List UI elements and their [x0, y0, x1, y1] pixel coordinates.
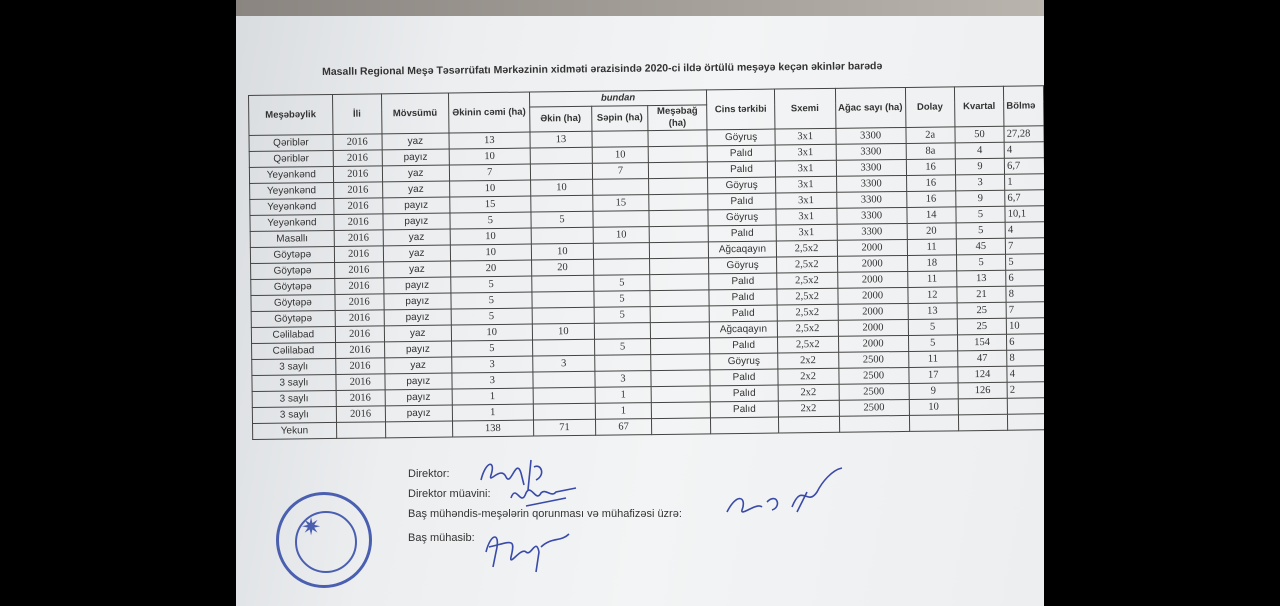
cell-ekin — [531, 275, 594, 292]
cell-sepin: 15 — [593, 195, 649, 212]
cell-bag — [650, 306, 710, 323]
cell-il: 2016 — [333, 182, 382, 199]
cell-sx: 3x1 — [775, 176, 836, 193]
cell-bol: 2 — [1007, 382, 1044, 398]
cell-sepin: 5 — [594, 275, 650, 292]
cell-sepin — [594, 259, 650, 276]
cell-bag — [650, 290, 710, 307]
total-cell-cins — [711, 417, 779, 434]
total-cell-cem: 138 — [452, 420, 533, 437]
cell-dol: 10 — [909, 399, 958, 416]
cell-bol: 10 — [1006, 318, 1044, 334]
cell-kv: 5 — [956, 206, 1006, 223]
cell-bag — [649, 226, 709, 243]
cell-sepin: 10 — [592, 147, 648, 164]
header-sepin: Səpin (ha) — [592, 106, 648, 132]
document-paper — [236, 0, 1044, 606]
cell-kv: 5 — [956, 254, 1006, 271]
cell-kv: 25 — [957, 318, 1007, 335]
cell-dol: 11 — [907, 271, 956, 288]
cell-cins: Palıd — [710, 385, 778, 402]
cell-cem: 20 — [450, 260, 531, 277]
cell-dol: 17 — [908, 367, 957, 384]
total-cell-agac — [839, 415, 909, 432]
cell-bol: 6,7 — [1005, 158, 1044, 174]
cell-cins: Göyruş — [708, 177, 776, 194]
cell-kv: 3 — [955, 174, 1005, 191]
cell-kv: 9 — [955, 190, 1005, 207]
cell-ekin — [532, 307, 595, 324]
cell-m: Göytəpə — [251, 278, 335, 295]
header-agac-sayi: Ağac sayı (ha) — [835, 87, 906, 128]
cell-cem: 10 — [449, 148, 530, 165]
cell-sx: 2,5x2 — [776, 256, 837, 273]
cell-sepin: 5 — [595, 339, 651, 356]
cell-cem: 5 — [450, 212, 531, 229]
cell-agac: 3300 — [836, 175, 906, 192]
cell-dol: 13 — [908, 303, 957, 320]
cell-cem: 5 — [451, 276, 532, 293]
cell-agac: 3300 — [836, 191, 906, 208]
background-surface — [236, 0, 1044, 16]
cell-kv: 45 — [956, 238, 1006, 255]
cell-bag — [651, 354, 711, 371]
cell-cins: Palıd — [707, 145, 775, 162]
total-cell-sx — [778, 416, 839, 433]
cell-bag — [648, 162, 708, 179]
cell-kv: 47 — [957, 350, 1007, 367]
table-body — [249, 126, 1044, 440]
cell-mov: payız — [384, 293, 451, 310]
cell-mov: yaz — [382, 133, 449, 150]
cell-agac: 3300 — [836, 207, 906, 224]
cell-bag — [650, 322, 710, 339]
total-cell-sepin: 67 — [596, 419, 652, 436]
cell-dol: 5 — [908, 335, 957, 352]
cell-m: Göytəpə — [251, 294, 335, 311]
cell-mov: payız — [383, 277, 450, 294]
cell-cins: Palıd — [709, 273, 777, 290]
cell-cins: Palıd — [708, 225, 776, 242]
cell-agac: 2000 — [838, 319, 908, 336]
cell-bag — [650, 274, 710, 291]
cell-bol: 6 — [1006, 270, 1044, 286]
cell-dol: 11 — [907, 239, 956, 256]
cell-bag — [648, 178, 708, 195]
cell-cins: Palıd — [710, 369, 778, 386]
cell-cem: 5 — [451, 308, 532, 325]
cell-sx: 2x2 — [777, 352, 838, 369]
cell-bag — [649, 210, 709, 227]
cell-m: Yeyənkənd — [250, 182, 334, 199]
cell-il: 2016 — [336, 406, 385, 423]
cell-m: 3 saylı — [252, 358, 336, 375]
cell-agac: 2000 — [837, 287, 907, 304]
cell-cem: 3 — [452, 356, 533, 373]
cell-cem: 10 — [451, 324, 532, 341]
cell-il: 2016 — [335, 326, 384, 343]
header-ili: İli — [332, 94, 381, 135]
cell-m: Cəlilabad — [252, 342, 336, 359]
cell-dol: 5 — [908, 319, 957, 336]
cell-cins: Ağcaqayın — [710, 321, 778, 338]
cell-ekin — [533, 371, 596, 388]
cell-il: 2016 — [333, 166, 382, 183]
accountant-signature — [481, 522, 581, 577]
cell-m: Qəriblər — [249, 134, 333, 151]
total-cell-ekin: 71 — [533, 419, 596, 436]
cell-mov: yaz — [382, 181, 449, 198]
cell-agac: 2000 — [838, 335, 908, 352]
cell-sepin: 10 — [593, 227, 649, 244]
cell-ekin — [532, 339, 595, 356]
cell-mov: payız — [382, 197, 449, 214]
cell-sx: 3x1 — [776, 208, 837, 225]
cell-sx: 2,5x2 — [776, 240, 837, 257]
cell-bol: 8 — [1006, 286, 1044, 302]
engineer-signature — [722, 462, 852, 522]
cell-mov: yaz — [382, 165, 449, 182]
cell-agac: 3300 — [836, 159, 906, 176]
cell-agac: 2500 — [839, 399, 909, 416]
cell-cins: Palıd — [711, 401, 779, 418]
cell-mov: payız — [385, 405, 452, 422]
cell-mov: payız — [384, 309, 451, 326]
cell-sepin: 7 — [592, 163, 648, 180]
cell-il: 2016 — [336, 390, 385, 407]
cell-bag — [648, 146, 708, 163]
cell-il: 2016 — [333, 198, 382, 215]
cell-mov: payız — [384, 341, 451, 358]
cell-il: 2016 — [334, 230, 383, 247]
cell-bol: 5 — [1006, 254, 1044, 270]
cell-agac: 2500 — [838, 351, 908, 368]
total-cell-il — [336, 422, 385, 439]
header-dolay: Dolay — [905, 87, 955, 128]
cell-sepin — [595, 355, 651, 372]
cell-bol: 6 — [1007, 334, 1044, 350]
cell-bol: 4 — [1007, 366, 1044, 382]
cell-mov: payız — [385, 389, 452, 406]
cell-dol: 9 — [909, 383, 958, 400]
cell-ekin: 10 — [531, 243, 594, 260]
cell-il: 2016 — [334, 246, 383, 263]
cell-sx: 3x1 — [776, 224, 837, 241]
cell-il: 2016 — [334, 278, 383, 295]
total-cell-m: Yekun — [253, 422, 337, 439]
header-bundan: bundan — [529, 90, 707, 107]
cell-agac: 3300 — [837, 223, 907, 240]
cell-kv: 13 — [956, 270, 1006, 287]
cell-cins: Göyruş — [709, 257, 777, 274]
total-cell-bol — [1008, 414, 1044, 430]
cell-agac: 2000 — [837, 271, 907, 288]
cell-il: 2016 — [335, 342, 384, 359]
cell-mov: payız — [385, 373, 452, 390]
cell-agac: 3300 — [835, 127, 905, 144]
cell-dol: 20 — [907, 223, 956, 240]
table-container — [248, 85, 1044, 440]
cell-ekin — [530, 195, 593, 212]
cell-m: Qəriblər — [249, 150, 333, 167]
cell-cem: 13 — [449, 132, 530, 149]
cell-bag — [650, 338, 710, 355]
cell-ekin: 10 — [532, 323, 595, 340]
cell-ekin — [530, 163, 593, 180]
cell-dol: 16 — [906, 175, 955, 192]
cell-cins: Göyruş — [710, 353, 778, 370]
cell-ekin: 3 — [532, 355, 595, 372]
cell-sepin: 1 — [595, 387, 651, 404]
cell-bol: 27,28 — [1004, 126, 1044, 142]
cell-bag — [651, 370, 711, 387]
header-ekinin-cemi: Əkinin cəmi (ha) — [448, 92, 529, 133]
cell-bag — [649, 242, 709, 259]
header-mesebag: Meşəbağ (ha) — [648, 105, 708, 131]
cell-cem: 5 — [451, 340, 532, 357]
cell-cem: 10 — [449, 180, 530, 197]
cell-bol: 7 — [1006, 302, 1044, 318]
director-label: Direktor: — [408, 468, 450, 480]
cell-mov: yaz — [383, 261, 450, 278]
cell-il: 2016 — [334, 214, 383, 231]
cell-il: 2016 — [335, 310, 384, 327]
cell-dol: 11 — [908, 351, 957, 368]
cell-cins: Palıd — [710, 337, 778, 354]
cell-m: Yeyənkənd — [250, 214, 334, 231]
cell-mov: yaz — [384, 357, 451, 374]
cell-sepin: 1 — [595, 403, 651, 420]
cell-cem: 1 — [452, 388, 533, 405]
header-mesebeylik: Meşəbəylik — [249, 94, 333, 135]
deputy-director-label: Direktor müavini: — [408, 488, 491, 500]
cell-mov: payız — [383, 213, 450, 230]
cell-cins: Göyruş — [707, 129, 775, 146]
cell-il: 2016 — [334, 262, 383, 279]
cell-sepin — [592, 131, 648, 148]
cell-sepin — [594, 323, 650, 340]
cell-cins: Palıd — [708, 193, 776, 210]
cell-ekin: 10 — [530, 179, 593, 196]
cell-dol: 16 — [906, 159, 955, 176]
cell-sepin — [593, 179, 649, 196]
cell-sx: 2,5x2 — [777, 320, 838, 337]
cell-dol: 2a — [906, 127, 955, 144]
cell-mov: yaz — [383, 245, 450, 262]
cell-cins: Palıd — [709, 289, 777, 306]
cell-dol: 8a — [906, 143, 955, 160]
cell-sx: 2x2 — [778, 368, 839, 385]
cell-cins: Palıd — [709, 305, 777, 322]
cell-kv: 126 — [958, 382, 1008, 399]
cell-bol: 7 — [1006, 238, 1044, 254]
cell-m: 3 saylı — [252, 406, 336, 423]
cell-ekin — [531, 227, 594, 244]
header-bolme: Bölmə — [1004, 86, 1044, 126]
cell-m: Yeyənkənd — [249, 166, 333, 183]
cell-kv: 50 — [955, 126, 1005, 143]
cell-bol: 8 — [1007, 350, 1044, 366]
cell-il: 2016 — [336, 374, 385, 391]
cell-ekin — [533, 387, 596, 404]
cell-ekin — [530, 147, 593, 164]
cell-bag — [649, 258, 709, 275]
header-ekin: Əkin (ha) — [529, 106, 592, 132]
cell-ekin — [532, 291, 595, 308]
cell-dol: 18 — [907, 255, 956, 272]
cell-agac: 3300 — [836, 143, 906, 160]
cell-sx: 2x2 — [778, 400, 839, 417]
cell-il: 2016 — [335, 294, 384, 311]
cell-m: Göytəpə — [251, 310, 335, 327]
cell-cem: 15 — [450, 196, 531, 213]
official-stamp — [276, 492, 372, 588]
cell-ekin: 13 — [530, 131, 593, 148]
cell-agac: 2000 — [838, 303, 908, 320]
cell-ekin: 5 — [531, 211, 594, 228]
cell-sx: 3x1 — [775, 128, 836, 145]
cell-cem: 5 — [451, 292, 532, 309]
cell-agac: 2500 — [839, 383, 909, 400]
cell-ekin: 20 — [531, 259, 594, 276]
cell-kv: 154 — [957, 334, 1007, 351]
cell-bag — [651, 386, 711, 403]
cell-agac: 2000 — [837, 239, 907, 256]
cell-bol: 1 — [1005, 174, 1044, 190]
cell-dol: 14 — [907, 207, 956, 224]
stamp-emblem-icon: ✷ — [301, 514, 322, 541]
cell-cem: 10 — [450, 244, 531, 261]
cell-m: Cəlilabad — [251, 326, 335, 343]
cell-il: 2016 — [333, 150, 382, 167]
cell-bol: 10,1 — [1005, 206, 1044, 222]
cell-bol — [1007, 398, 1044, 414]
cell-bol: 6,7 — [1005, 190, 1044, 206]
cell-bag — [651, 402, 711, 419]
document-title: Masallı Regional Meşə Təsərrüfatı Mərkəzinin xidməti ərazisində 2020-ci ildə örtülü meşəyə keçən əkinlər barədə — [322, 60, 883, 78]
cell-sx: 2,5x2 — [777, 336, 838, 353]
cell-sx: 3x1 — [776, 192, 837, 209]
cell-dol: 16 — [906, 191, 955, 208]
total-cell-bag — [651, 418, 711, 435]
cell-sepin — [593, 243, 649, 260]
header-movsumu: Mövsümü — [381, 93, 449, 134]
cell-agac: 2000 — [837, 255, 907, 272]
cell-kv: 124 — [958, 366, 1008, 383]
header-sxemi: Sxemi — [774, 88, 835, 129]
cell-m: 3 saylı — [252, 390, 336, 407]
cell-cem: 7 — [449, 164, 530, 181]
cell-agac: 2500 — [838, 367, 908, 384]
cell-m: Masallı — [250, 230, 334, 247]
cell-bag — [648, 130, 708, 147]
cell-cins: Ağcaqayın — [709, 241, 777, 258]
cell-sx: 2x2 — [778, 384, 839, 401]
cell-mov: payız — [382, 149, 449, 166]
deputy-signature — [506, 478, 596, 513]
cell-sepin: 5 — [594, 307, 650, 324]
cell-sx: 2,5x2 — [777, 288, 838, 305]
cell-m: Göytəpə — [251, 262, 335, 279]
cell-ekin — [533, 403, 596, 420]
cell-kv: 5 — [956, 222, 1006, 239]
cell-mov: yaz — [384, 325, 451, 342]
header-cins-terkibi: Cins tərkibi — [707, 89, 775, 130]
cell-sx: 3x1 — [775, 144, 836, 161]
cell-bol: 4 — [1005, 222, 1044, 238]
cell-cins: Palıd — [708, 161, 776, 178]
cell-kv — [958, 398, 1008, 415]
cell-bag — [649, 194, 709, 211]
total-cell-kv — [958, 414, 1008, 431]
cell-cem: 10 — [450, 228, 531, 245]
cell-il: 2016 — [335, 358, 384, 375]
cell-dol: 12 — [908, 287, 957, 304]
chief-accountant-label: Baş mühasib: — [408, 532, 475, 544]
header-kvartal: Kvartal — [954, 86, 1004, 127]
chief-engineer-label: Baş mühəndis-meşələrin qorunması və mühafizəsi üzrə: — [408, 508, 682, 520]
cell-sepin: 5 — [594, 291, 650, 308]
cell-sx: 3x1 — [775, 160, 836, 177]
cell-sx: 2,5x2 — [776, 272, 837, 289]
cell-il: 2016 — [333, 134, 382, 151]
cell-kv: 21 — [957, 286, 1007, 303]
cell-cem: 3 — [452, 372, 533, 389]
cell-kv: 4 — [955, 142, 1005, 159]
cell-sepin — [593, 211, 649, 228]
cell-cins: Göyruş — [708, 209, 776, 226]
cell-sx: 2,5x2 — [777, 304, 838, 321]
cell-mov: yaz — [383, 229, 450, 246]
cell-cem: 1 — [452, 404, 533, 421]
total-cell-dol — [909, 415, 958, 432]
cell-m: 3 saylı — [252, 374, 336, 391]
cell-m: Göytəpə — [250, 246, 334, 263]
cell-m: Yeyənkənd — [250, 198, 334, 215]
cell-kv: 9 — [955, 158, 1005, 175]
cell-kv: 25 — [957, 302, 1007, 319]
cell-sepin: 3 — [595, 371, 651, 388]
cell-bol: 4 — [1004, 142, 1044, 158]
total-cell-mov — [385, 421, 452, 438]
plantings-table — [248, 85, 1044, 440]
